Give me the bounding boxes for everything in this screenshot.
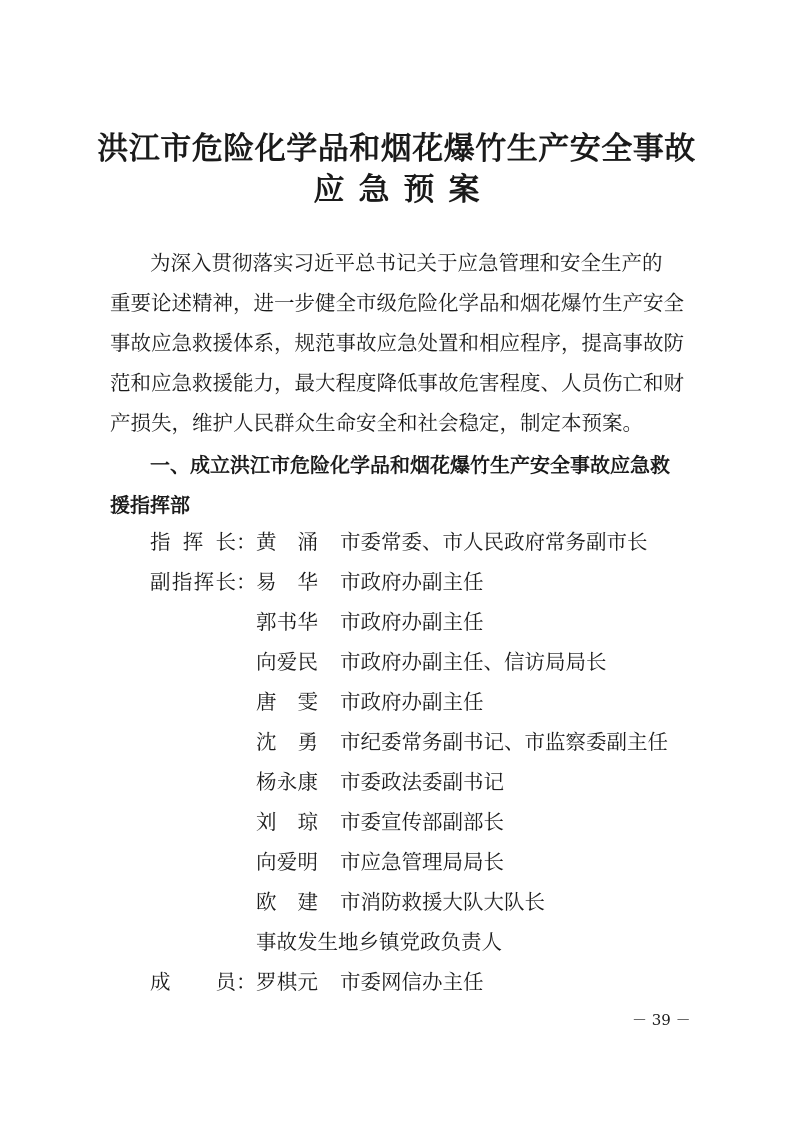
intro-line-3: 事故应急救援体系，规范事故应急处置和相应程序，提高事故防 (110, 331, 684, 355)
spread-char: 指 (171, 570, 193, 594)
member-name (256, 762, 318, 802)
spread-char: 刘 (256, 810, 277, 834)
member-post: 市委政法委副书记 (340, 770, 504, 794)
member-name (256, 882, 318, 922)
member-role-text (150, 522, 236, 562)
spread-char: 华 (297, 610, 318, 634)
member-name (256, 642, 318, 682)
member-post: 市纪委常务副书记、市监察委副主任 (340, 730, 668, 754)
member-row (0, 882, 793, 922)
page-number: － 39 － (632, 1011, 691, 1029)
spread-char: 欧 (256, 890, 277, 914)
member-name-text (256, 682, 318, 722)
spread-char: 爱 (276, 850, 298, 874)
spread-char: 挥 (182, 530, 204, 554)
member-name-text (256, 562, 318, 602)
member-row (0, 962, 793, 1002)
member-post: 市政府办副主任 (340, 610, 484, 634)
member-row (0, 762, 793, 802)
spread-char: 杨 (256, 770, 277, 794)
member-name (256, 522, 318, 562)
spread-char: 唐 (256, 690, 277, 714)
spread-char: 书 (276, 610, 298, 634)
spread-char: 罗 (256, 970, 277, 994)
spread-char: 永 (276, 770, 298, 794)
member-name (256, 802, 318, 842)
spread-char: 易 (256, 570, 277, 594)
member-name-text (256, 962, 318, 1002)
spread-char: 向 (256, 650, 277, 674)
intro-line-2: 重要论述精神，进一步健全市级危险化学品和烟花爆竹生产安全 (110, 291, 684, 315)
spread-char: 指 (150, 530, 171, 554)
spread-char: 建 (297, 890, 318, 914)
member-colon: ： (236, 570, 257, 594)
member-colon: ： (236, 970, 257, 994)
member-row (0, 602, 793, 642)
member-name (256, 842, 318, 882)
member-row (0, 802, 793, 842)
member-row (0, 642, 793, 682)
member-row (0, 522, 793, 562)
spread-char: 长 (215, 530, 236, 554)
member-role-text (150, 962, 236, 1002)
member-post: 市委网信办主任 (340, 970, 484, 994)
member-role (150, 562, 244, 602)
section-heading-line2: 援指挥部 (110, 493, 190, 517)
member-colon: ： (236, 530, 257, 554)
member-post: 市消防救援大队大队长 (340, 890, 545, 914)
spread-char: 勇 (297, 730, 318, 754)
member-role (150, 522, 244, 562)
member-post: 市委常委、市人民政府常务副市长 (340, 530, 648, 554)
member-name-text (256, 762, 318, 802)
spread-char: 员 (215, 970, 236, 994)
member-name-text (256, 842, 318, 882)
spread-char: 副 (150, 570, 171, 594)
member-name: 事故发生地乡镇党政负责人 (256, 930, 502, 954)
spread-char: 长 (215, 570, 236, 594)
spread-char: 爱 (276, 650, 298, 674)
spread-char: 华 (297, 570, 318, 594)
intro-line-5: 产损失，维护人民群众生命安全和社会稳定，制定本预案。 (110, 411, 643, 435)
member-row (0, 922, 793, 962)
member-post: 市政府办副主任 (340, 690, 484, 714)
spread-char: 琼 (297, 810, 318, 834)
member-name (256, 682, 318, 722)
member-name-text (256, 802, 318, 842)
member-post: 市委宣传部副部长 (340, 810, 504, 834)
member-row (0, 842, 793, 882)
member-row (0, 682, 793, 722)
member-name-text (256, 722, 318, 762)
member-post: 市应急管理局局长 (340, 850, 504, 874)
member-name-text (256, 882, 318, 922)
member-name (256, 562, 318, 602)
member-role (150, 962, 244, 1002)
document-title-line1: 洪江市危险化学品和烟花爆竹生产安全事故 (97, 131, 696, 167)
spread-char: 康 (297, 770, 318, 794)
intro-line-1: 为深入贯彻落实习近平总书记关于应急管理和安全生产的 (150, 251, 663, 275)
member-name-text (256, 642, 318, 682)
member-post: 市政府办副主任、信访局局长 (340, 650, 607, 674)
document-title-line2: 应急预案 (313, 172, 494, 208)
spread-char: 明 (297, 850, 318, 874)
section-heading-line1: 一、成立洪江市危险化学品和烟花爆竹生产安全事故应急救 (150, 453, 670, 477)
member-role-text (150, 562, 236, 602)
spread-char: 沈 (256, 730, 277, 754)
spread-char: 郭 (256, 610, 277, 634)
spread-char: 向 (256, 850, 277, 874)
spread-char: 成 (150, 970, 171, 994)
spread-char: 元 (297, 970, 318, 994)
member-row (0, 722, 793, 762)
spread-char: 挥 (193, 570, 215, 594)
spread-char: 棋 (276, 970, 298, 994)
member-name (256, 962, 318, 1002)
member-row (0, 562, 793, 602)
spread-char: 雯 (297, 690, 318, 714)
spread-char: 涌 (297, 530, 318, 554)
member-name-text (256, 602, 318, 642)
member-name-text (256, 522, 318, 562)
spread-char: 黄 (256, 530, 277, 554)
intro-line-4: 范和应急救援能力，最大程度降低事故危害程度、人员伤亡和财 (110, 371, 684, 395)
member-post: 市政府办副主任 (340, 570, 484, 594)
member-name (256, 602, 318, 642)
member-name (256, 722, 318, 762)
spread-char: 民 (297, 650, 318, 674)
